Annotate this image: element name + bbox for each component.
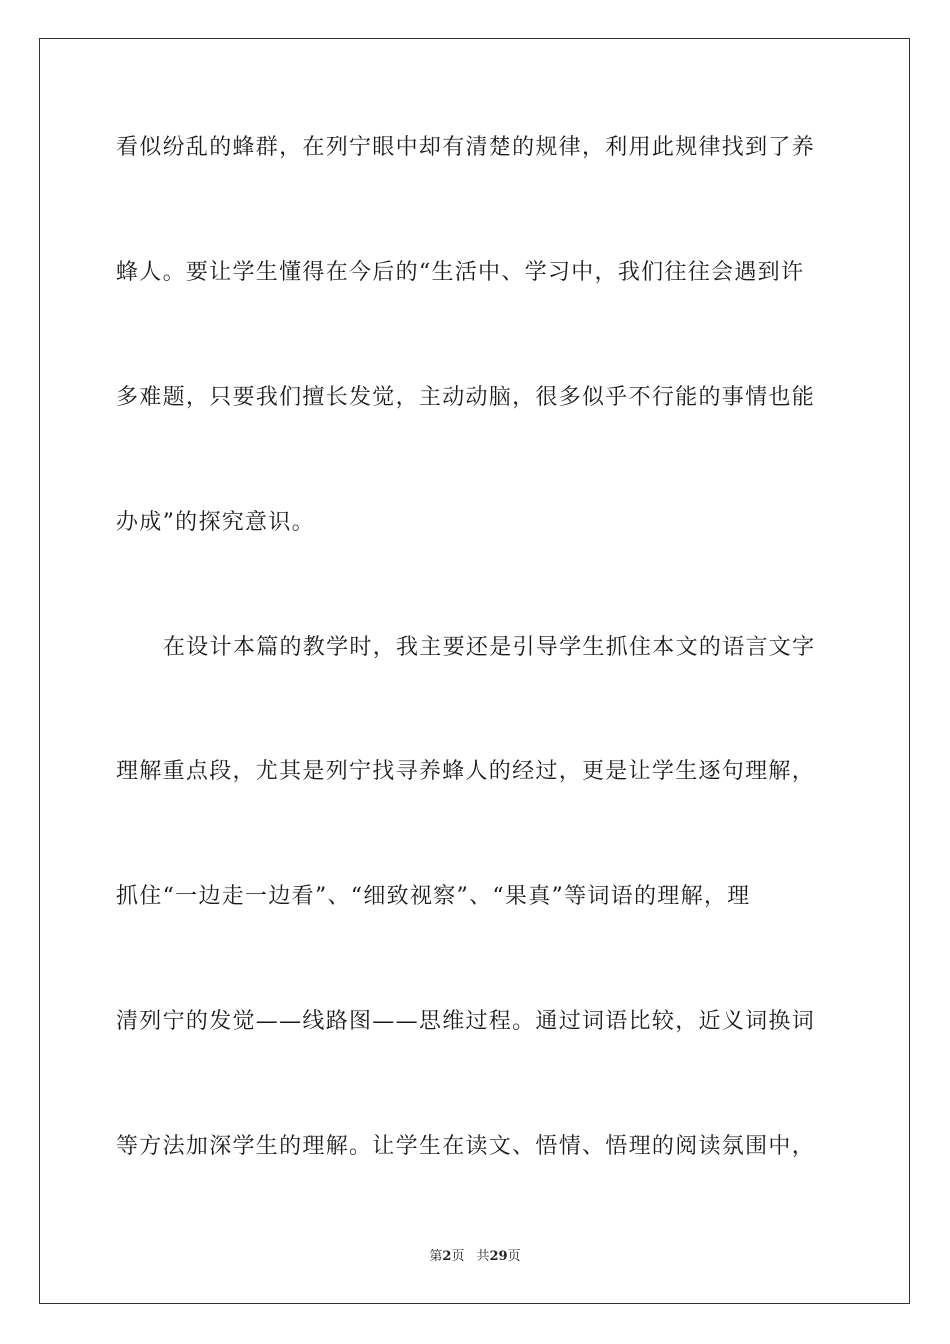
body-line-2: 蜂人。要让学生懂得在今后的“生活中、学习中，我们往往会遇到许	[116, 260, 805, 285]
body-line-1: 看似纷乱的蜂群，在列宁眼中却有清楚的规律，利用此规律找到了养	[116, 135, 816, 160]
body-line-7: 抓住“一边走一边看”、“细致视察”、“果真”等词语的理解，理	[116, 884, 751, 909]
body-line-4: 办成”的探究意识。	[116, 510, 315, 535]
page-footer	[0, 1248, 950, 1266]
body-line-6: 理解重点段，尤其是列宁找寻养蜂人的经过，更是让学生逐句理解，	[116, 759, 816, 784]
body-line-9: 等方法加深学生的理解。让学生在读文、悟情、悟理的阅读氛围中，	[116, 1134, 816, 1159]
total-prefix: 共	[476, 1249, 490, 1264]
current-page-number: 2	[442, 1249, 452, 1264]
body-line-5-paragraph-start: 在设计本篇的教学时，我主要还是引导学生抓住本文的语言文字	[163, 635, 816, 660]
body-line-8: 清列宁的发觉——线路图——思维过程。通过词语比较，近义词换词	[116, 1009, 816, 1034]
page-unit: 页	[451, 1249, 465, 1264]
page-border	[39, 38, 910, 1304]
total-unit: 页	[507, 1249, 521, 1264]
body-line-3: 多难题，只要我们擅长发觉，主动动脑，很多似乎不行能的事情也能	[116, 385, 816, 410]
page-prefix: 第	[429, 1249, 443, 1264]
total-page-count: 29	[489, 1249, 508, 1264]
